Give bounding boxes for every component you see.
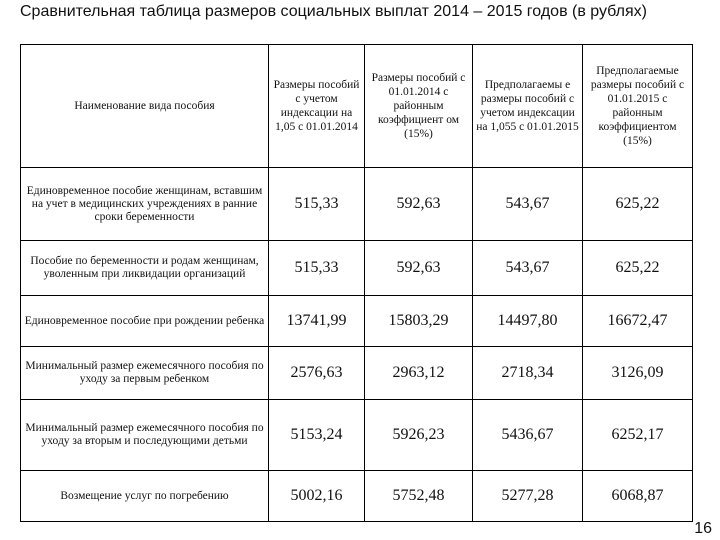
table-header-row xyxy=(21,45,693,168)
table-row xyxy=(21,400,693,471)
value-cell: 15803,29 xyxy=(365,296,473,347)
benefit-name-cell: Единовременное пособие женщинам, вставшим на учет в медицинских учреждениях в ранние сроки беременности xyxy=(21,168,269,241)
value-cell: 6252,17 xyxy=(583,400,693,471)
value-cell: 2718,34 xyxy=(473,347,583,400)
page-title: Сравнительная таблица размеров социальных выплат 2014 – 2015 годов (в рублях) xyxy=(20,3,647,20)
benefit-name-cell: Минимальный размер ежемесячного пособия по уходу за первым ребенком xyxy=(21,347,269,400)
benefit-name-cell: Возмещение услуг по погребению xyxy=(21,471,269,522)
value-cell: 625,22 xyxy=(583,168,693,241)
value-cell: 5926,23 xyxy=(365,400,473,471)
column-header-regional-2015: Предполагаемые размеры пособий с 01.01.2015 с районным коэффициентом (15%) xyxy=(583,45,693,168)
value-cell: 625,22 xyxy=(583,241,693,296)
benefit-name-cell: Пособие по беременности и родам женщинам, уволенным при ликвидации организаций xyxy=(21,241,269,296)
table-row xyxy=(21,471,693,522)
benefits-comparison-table xyxy=(20,44,693,522)
value-cell: 16672,47 xyxy=(583,296,693,347)
value-cell: 5277,28 xyxy=(473,471,583,522)
value-cell: 2963,12 xyxy=(365,347,473,400)
value-cell: 2576,63 xyxy=(269,347,365,400)
value-cell: 592,63 xyxy=(365,168,473,241)
table-row xyxy=(21,347,693,400)
value-cell: 14497,80 xyxy=(473,296,583,347)
page-number: 16 xyxy=(694,520,712,537)
table-row xyxy=(21,168,693,241)
value-cell: 515,33 xyxy=(269,168,365,241)
column-header-benefit-name: Наименование вида пособия xyxy=(21,45,269,168)
value-cell: 5752,48 xyxy=(365,471,473,522)
value-cell: 515,33 xyxy=(269,241,365,296)
value-cell: 592,63 xyxy=(365,241,473,296)
value-cell: 5153,24 xyxy=(269,400,365,471)
value-cell: 543,67 xyxy=(473,168,583,241)
value-cell: 5436,67 xyxy=(473,400,583,471)
table-row xyxy=(21,241,693,296)
value-cell: 3126,09 xyxy=(583,347,693,400)
column-header-regional-2014: Размеры пособий с 01.01.2014 с районным коэффициент ом (15%) xyxy=(365,45,473,168)
value-cell: 5002,16 xyxy=(269,471,365,522)
value-cell: 13741,99 xyxy=(269,296,365,347)
table-row xyxy=(21,296,693,347)
value-cell: 6068,87 xyxy=(583,471,693,522)
benefit-name-cell: Единовременное пособие при рождении ребенка xyxy=(21,296,269,347)
column-header-indexed-2014: Размеры пособий с учетом индексации на 1,05 с 01.01.2014 xyxy=(269,45,365,168)
value-cell: 543,67 xyxy=(473,241,583,296)
benefit-name-cell: Минимальный размер ежемесячного пособия по уходу за вторым и последующими детьми xyxy=(21,400,269,471)
column-header-indexed-2015: Предполагаемы е размеры пособий с учетом индексации на 1,055 с 01.01.2015 xyxy=(473,45,583,168)
